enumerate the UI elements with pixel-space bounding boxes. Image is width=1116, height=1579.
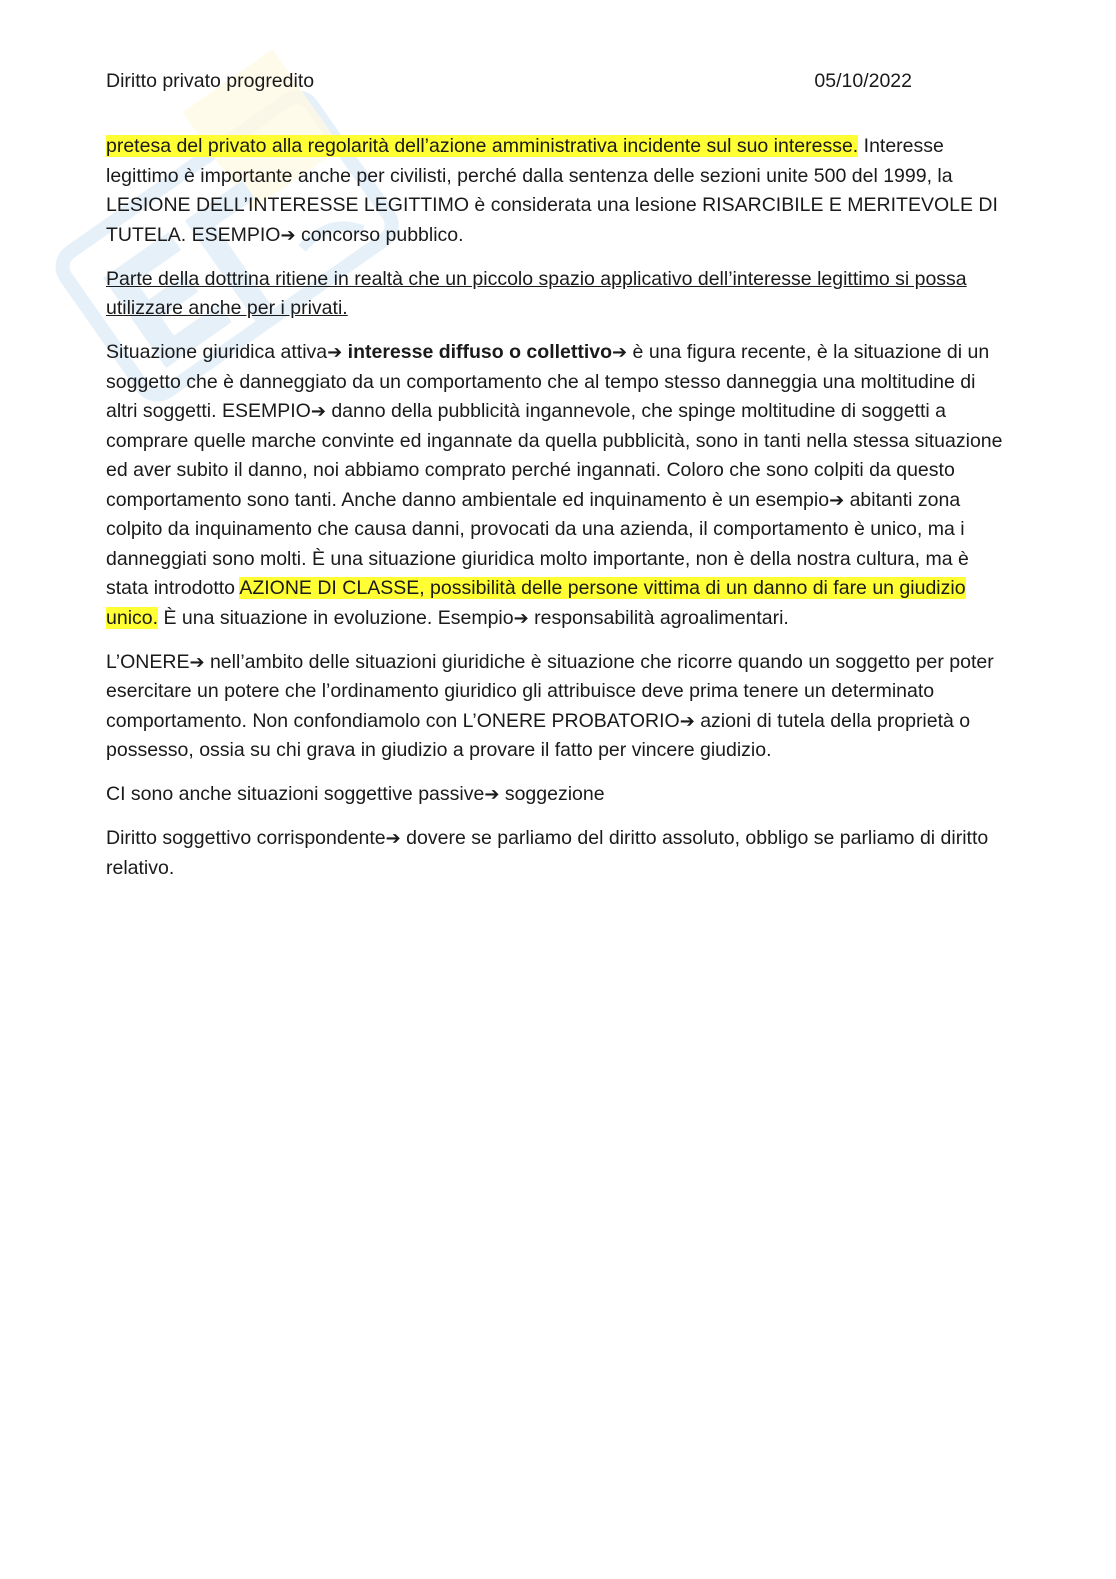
underlined-text: Parte della dottrina ritiene in realtà che un piccolo spazio applicativo dell’interesse legittimo si possa utilizzare anche per i privati.: [106, 267, 967, 319]
text-span: L’ONERE: [106, 650, 190, 673]
paragraph-3: [106, 338, 1006, 633]
text-span: dovere se parliamo del diritto assoluto, obbligo se parliamo di diritto relativo.: [106, 827, 989, 879]
arrow-icon: ➔: [513, 607, 529, 629]
text-span: CI sono anche situazioni soggettive passive: [106, 783, 485, 805]
text-span: Situazione giuridica attiva: [106, 341, 328, 363]
paragraph-5: [106, 780, 1006, 810]
text-span: Diritto soggettivo corrispondente: [106, 827, 386, 849]
text-span: Interesse legittimo è importante anche per civilisti, perché dalla sentenza delle sezioni unite 500 del 1999, la LESIONE DELL’INTERESSE LEGITTIMO è considerata una lesione RISARCIBILE E MERITEVOLE DI TUTELA. ESEMPIO: [106, 135, 998, 246]
text-span: soggezione: [499, 783, 605, 805]
text-span: responsabilità agroalimentari.: [528, 606, 789, 629]
paragraph-1: [106, 132, 1006, 250]
arrow-icon: ➔: [310, 401, 326, 422]
text-span: È una situazione in evoluzione. Esempio: [158, 606, 514, 629]
paragraph-2: [106, 265, 1006, 324]
document-date: 05/10/2022: [814, 70, 912, 92]
arrow-icon: ➔: [327, 342, 343, 363]
paragraph-4: [106, 648, 1006, 766]
arrow-icon: ➔: [612, 342, 628, 363]
text-span: nell’ambito delle situazioni giuridiche è situazione che ricorre quando un soggetto per poter esercitare un potere che l’ordinamento giuridico gli attribuisce deve prima tenere un determinato comportamento. Non confondiamolo con L’ONERE PROBATORIO: [106, 650, 994, 732]
text-span: danno della pubblicità ingannevole, che spinge moltitudine di soggetti a comprare quelle marche convinte ed ingannate da quella pubblicità, sono in tanti nella stessa situazione ed aver subito il danno, noi abbiamo comprato perché ingannati. Coloro che sono colpiti da questo comportamento sono tanti. Anche danno ambientale ed inquinamento è un esempio: [106, 400, 1003, 511]
document-page: [106, 66, 1006, 898]
text-span: azioni di tutela della proprietà o possesso, ossia su chi grava in giudizio a provare il fatto per vincere giudizio.: [106, 709, 971, 761]
text-span: è una figura recente, è la situazione di un soggetto che è danneggiato da un comportamento che al tempo stesso danneggia una moltitudine di altri soggetti. ESEMPIO: [106, 341, 990, 422]
arrow-icon: ➔: [484, 784, 500, 805]
bold-term: interesse diffuso o collettivo: [342, 341, 613, 363]
text-span: abitanti zona colpito da inquinamento che causa danni, provocati da una azienda, il comportamento è unico, ma i danneggiati sono molti. È una situazione giuridica molto importante, non è della nostra cultura, ma è stata introdotto: [106, 488, 969, 599]
page-header: [106, 66, 912, 96]
arrow-icon: ➔: [829, 489, 845, 511]
document-title: Diritto privato progredito: [106, 70, 315, 92]
arrow-icon: ➔: [280, 224, 296, 246]
arrow-icon: ➔: [679, 710, 695, 732]
highlighted-text: pretesa del privato alla regolarità dell’azione amministrativa incidente sul suo interesse.: [106, 135, 859, 157]
paragraph-6: [106, 824, 1006, 883]
text-span: concorso pubblico.: [295, 223, 464, 246]
arrow-icon: ➔: [189, 651, 205, 673]
arrow-icon: ➔: [385, 828, 401, 849]
highlighted-text: AZIONE DI CLASSE, possibilità delle persone vittima di un danno di fare un giudizio unico.: [106, 577, 966, 629]
